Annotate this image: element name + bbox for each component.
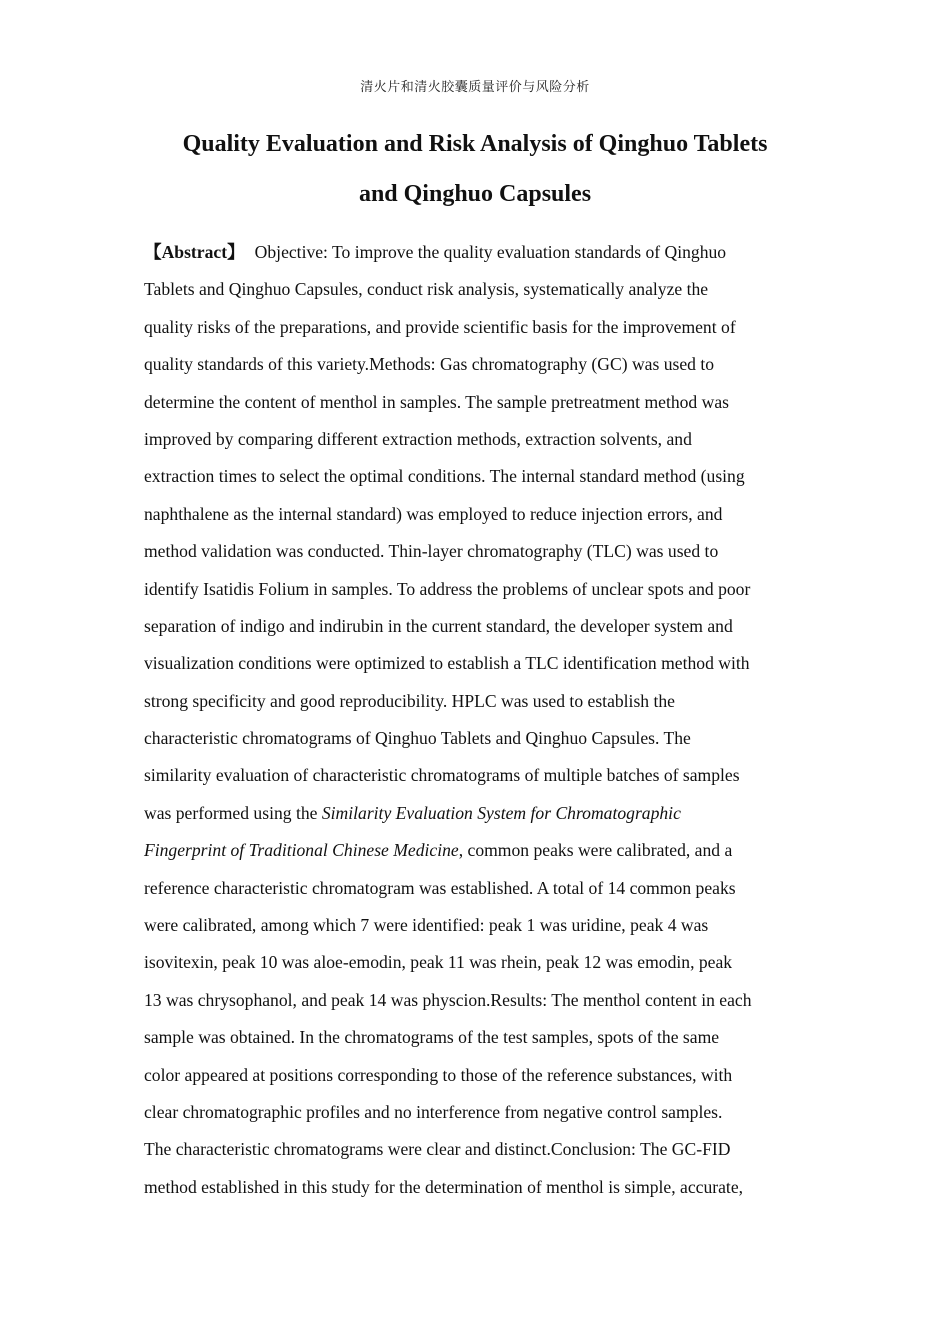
abstract-line [144, 795, 808, 832]
abstract-line: clear chromatographic profiles and no interference from negative control samples. [144, 1101, 723, 1122]
abstract-line: strong specificity and good reproducibility. HPLC was used to establish the [144, 690, 675, 711]
abstract-line: The characteristic chromatograms were clear and distinct.Conclusion: The GC-FID [144, 1139, 731, 1160]
abstract-line-text: , common peaks were calibrated, and a [458, 840, 733, 861]
abstract-line-text: Objective: To improve the quality evaluation standards of Qinghuo [254, 242, 727, 262]
abstract-line-text: was performed using the [144, 802, 322, 823]
abstract-line: separation of indigo and indirubin in the current standard, the developer system and [144, 615, 733, 636]
abstract-line: isovitexin, peak 10 was aloe-emodin, peak 11 was rhein, peak 12 was emodin, peak [144, 952, 733, 973]
abstract-line [144, 832, 808, 869]
abstract-line: were calibrated, among which 7 were identified: peak 1 was uridine, peak 4 was [144, 915, 709, 936]
abstract-line: Tablets and Qinghuo Capsules, conduct risk analysis, systematically analyze the [144, 279, 709, 300]
abstract-line: quality risks of the preparations, and provide scientific basis for the improvement of [144, 316, 736, 337]
abstract-line: reference characteristic chromatogram was established. A total of 14 common peaks [144, 877, 736, 898]
abstract-line: naphthalene as the internal standard) was employed to reduce injection errors, and [144, 503, 723, 524]
abstract-line: sample was obtained. In the chromatograms of the test samples, spots of the same [144, 1027, 720, 1048]
abstract-paragraph [144, 234, 808, 1206]
abstract-line: color appeared at positions corresponding to those of the reference substances, with [144, 1064, 733, 1085]
abstract-line: quality standards of this variety.Methods: Gas chromatography (GC) was used to [144, 354, 715, 375]
software-name-italic: Fingerprint of Traditional Chinese Medicine [144, 840, 459, 861]
abstract-line: 13 was chrysophanol, and peak 14 was physcion.Results: The menthol content in each [144, 989, 752, 1010]
abstract-line [144, 234, 808, 271]
title-line-1: Quality Evaluation and Risk Analysis of Qinghuo Tablets [182, 131, 768, 157]
abstract-line: method validation was conducted. Thin-layer chromatography (TLC) was used to [144, 541, 719, 562]
title-line-2: and Qinghuo Capsules [358, 181, 592, 207]
abstract-line: improved by comparing different extraction methods, extraction solvents, and [144, 428, 692, 449]
abstract-line: determine the content of menthol in samples. The sample pretreatment method was [144, 391, 729, 412]
abstract-line: visualization conditions were optimized to establish a TLC identification method with [144, 653, 750, 674]
abstract-line: characteristic chromatograms of Qinghuo Tablets and Qinghuo Capsules. The [144, 728, 691, 749]
abstract-line: method established in this study for the determination of menthol is simple, accurate, [144, 1176, 744, 1197]
abstract-line: similarity evaluation of characteristic chromatograms of multiple batches of samples [144, 765, 740, 786]
paper-title [120, 119, 830, 219]
abstract-label: 【Abstract】 [144, 242, 245, 262]
software-name-italic: Similarity Evaluation System for Chromatographic [321, 802, 681, 823]
abstract-line: extraction times to select the optimal conditions. The internal standard method (using [144, 466, 745, 487]
abstract-line: identify Isatidis Folium in samples. To address the problems of unclear spots and poor [144, 578, 751, 599]
running-header: 清火片和清火胶囊质量评价与风险分析 [360, 80, 590, 95]
